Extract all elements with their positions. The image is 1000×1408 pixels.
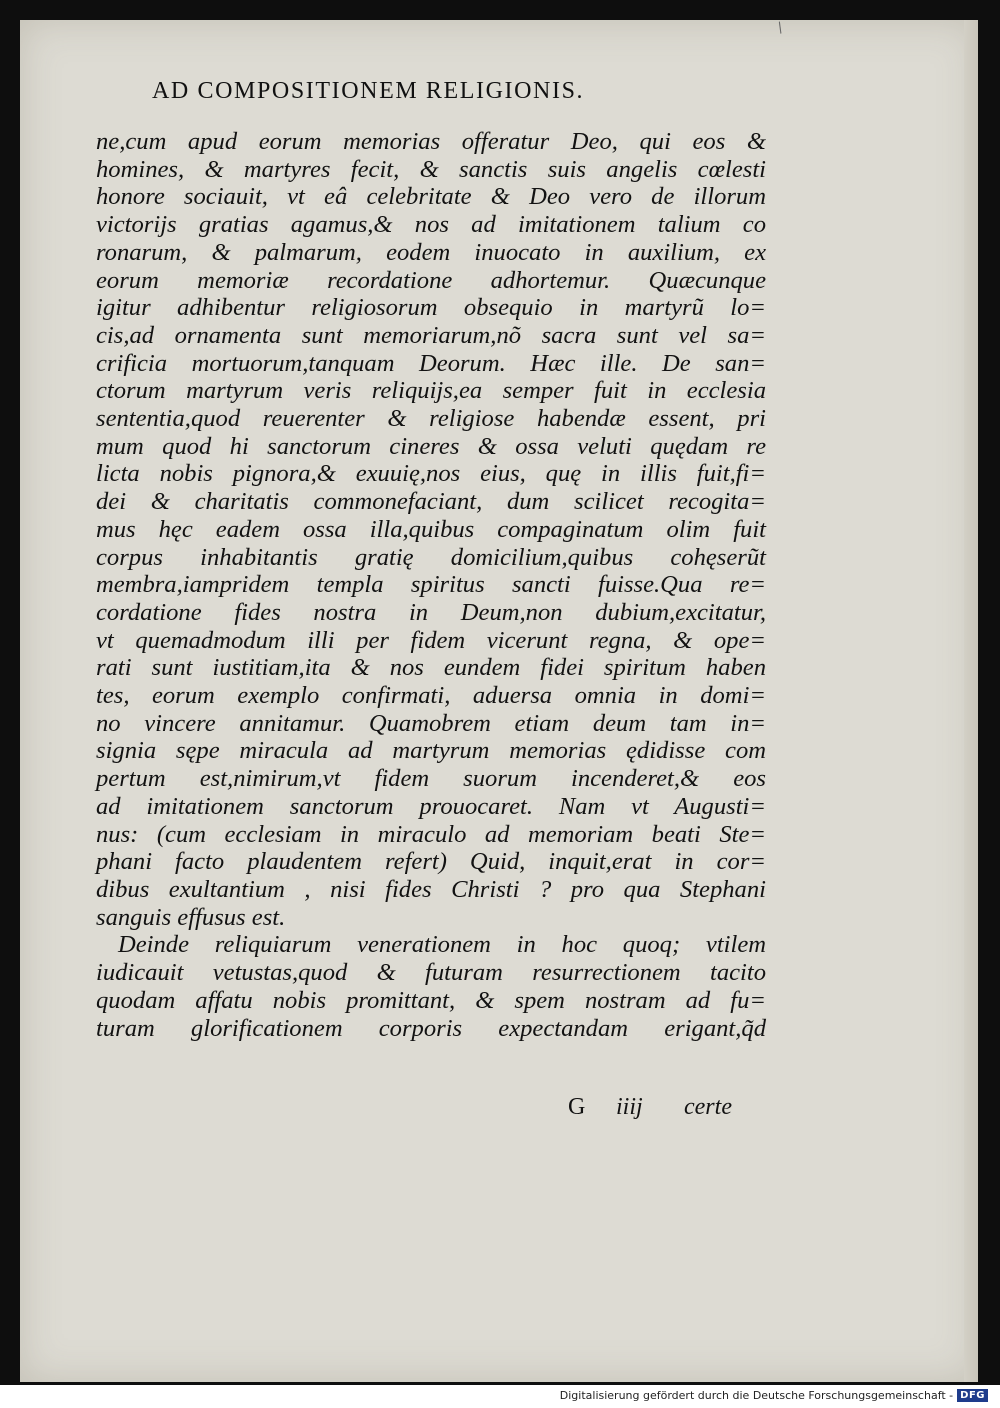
text-line: rati sunt iustitiam,ita & nos eundem fidei spiritum haben [96,654,766,682]
text-line: sententia,quod reuerenter & religiose habendæ essent, pri [96,405,766,433]
text-line: homines, & martyres fecit, & sanctis suis angelis cœlesti [96,155,766,183]
text-line: igitur adhibentur religiosorum obsequio in martyrũ lo= [96,294,766,322]
text-line: no vincere annitamur. Quamobrem etiam deum tam in= [96,709,766,737]
pencil-mark: / [774,19,786,37]
text-line: iudicauit vetustas,quod & futuram resurrectionem tacito [96,959,766,987]
page-edge [964,20,978,1382]
signature-mark: G [568,1094,586,1120]
text-line: sanguis effusus est. [96,903,286,931]
text-line: victorijs gratias agamus,& nos ad imitationem talium co [96,211,766,239]
text-line: turam glorificationem corporis expectandam erigant,q̃d [96,1014,766,1042]
text-line: crificia mortuorum,tanquam Deorum. Hæc ille. De san= [96,349,766,377]
body-text [96,128,766,1042]
text-line: corpus inhabitantis gratię domicilium,quibus cohęserũt [96,543,766,571]
text-line: dei & charitatis commonefaciant, dum scilicet recogita= [96,488,766,516]
text-line: membra,iampridem templa spiritus sancti fuisse.Qua re= [96,571,766,599]
text-line: dibus exultantium , nisi fides Christi ? pro qua Stephani [96,875,766,903]
text-line: phani facto plaudentem refert) Quid, inquit,erat in cor= [96,848,766,876]
text-line: ronarum, & palmarum, eodem inuocato in auxilium, ex [96,238,766,266]
text-line: tes, eorum exemplo confirmati, aduersa omnia in domi= [96,682,766,710]
text-line: cis,ad ornamenta sunt memoriarum,nõ sacra sunt vel sa= [96,321,766,349]
text-line: Deinde reliquiarum venerationem in hoc quoq; vtilem [118,931,766,959]
text-line: mum quod hi sanctorum cineres & ossa veluti quędam re [96,432,766,460]
text-line: mus hęc eadem ossa illa,quibus compaginatum olim fuit [96,515,766,543]
dfg-logo: DFG [957,1389,988,1402]
text-line: nus: (cum ecclesiam in miraculo ad memoriam beati Ste= [96,820,766,848]
text-line: ad imitationem sanctorum prouocaret. Nam vt Augusti= [96,792,766,820]
text-line: ctorum martyrum veris reliquijs,ea semper fuit in ecclesia [96,377,766,405]
text-line: honore sociauit, vt eâ celebritate & Deo vero de illorum [96,183,766,211]
running-head: AD COMPOSITIONEM RELIGIONIS. [152,78,585,104]
text-line: vt quemadmodum illi per fidem vicerunt regna, & ope= [96,626,766,654]
text-line: quodam affatu nobis promittant, & spem nostram ad fu= [96,986,766,1014]
catchword: certe [684,1094,732,1120]
text-line: eorum memoriæ recordatione adhortemur. Quæcunque [96,266,766,294]
digitization-credit [560,1389,988,1402]
signature-number: iiij [616,1094,643,1120]
text-line: licta nobis pignora,& exuuię,nos eius, quę in illis fuit,fi= [96,460,766,488]
text-line: signia sępe miracula ad martyrum memorias ędidisse com [96,737,766,765]
credit-text: Digitalisierung gefördert durch die Deutsche Forschungsgemeinschaft - [559,1389,954,1402]
text-line: cordatione fides nostra in Deum,non dubium,excitatur, [96,598,766,626]
text-line: pertum est,nimirum,vt fidem suorum incenderet,& eos [96,765,766,793]
text-line: ne,cum apud eorum memorias offeratur Deo, qui eos & [96,128,766,155]
